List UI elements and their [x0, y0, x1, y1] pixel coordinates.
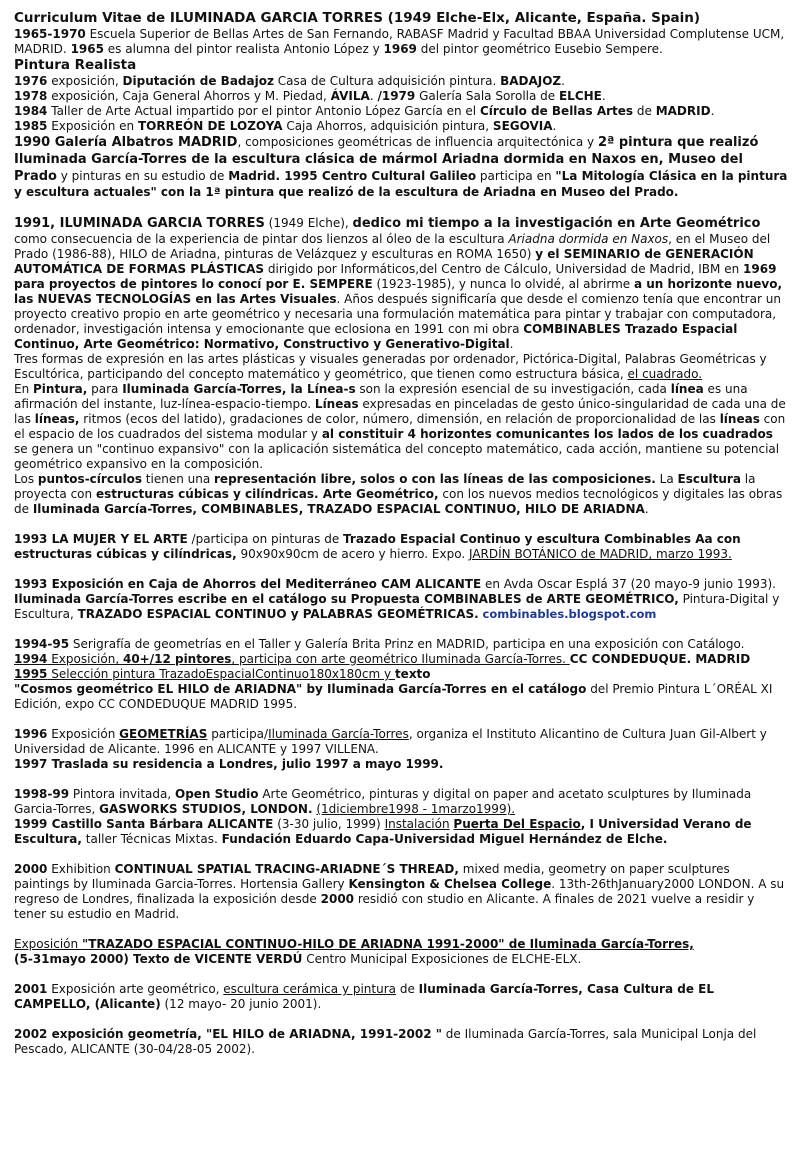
text: del pintor geométrico Eusebio Sempere. — [416, 42, 663, 56]
entry-1996 — [14, 727, 788, 757]
text: Exposición — [14, 937, 79, 951]
bold-text: a un horizonte nuevo, las NUEVAS TECNOLOGÍAS en las Artes Visuales — [14, 277, 783, 306]
year: 1965-1970 — [14, 27, 86, 41]
underlined-text: JARDÍN BOTÁNICO de MADRID, marzo 1993. — [469, 547, 732, 561]
text: La — [655, 472, 678, 486]
blog-link[interactable]: combinables.blogspot.com — [482, 607, 657, 621]
bold-text: COMBINABLES Trazado Espacial Continuo, Arte Geométrico: Normativo, Constructivo y Generativo-Digital — [14, 322, 738, 351]
text: , organiza el Instituto Alicantino de Cultura Juan Gil-Albert y Universidad de Alicante. 1996 en ALICANTE y 1997 VILLENA. — [14, 727, 767, 756]
text: en Avda Oscar Esplá 37 (20 mayo-9 junio 1993). — [481, 577, 776, 591]
bold-text: dedico mi tiempo a la investigación en — [352, 216, 640, 231]
text: (3-30 julio, 1999) — [273, 817, 385, 831]
bold-text: Iluminada García-Torres, COMBINABLES, TRAZADO ESPACIAL CONTINUO, HILO DE ARIADNA — [32, 502, 645, 516]
entry-1994-95 — [14, 637, 788, 652]
entry-2001 — [14, 982, 788, 1012]
section-heading-realista — [14, 57, 788, 74]
bold-text: al constituir 4 horizontes comunicantes los lados de los cuadrados — [321, 427, 773, 441]
bold-text: 1997 Traslada su residencia a Londres, julio 1997 a mayo 1999. — [14, 757, 444, 771]
year: 1984 — [14, 104, 48, 118]
text: (1923-1985), y nunca lo olvidé, al abrirme — [372, 277, 634, 291]
entry-1997 — [14, 757, 788, 772]
text: de Iluminada García-Torres, sala Municipal Lonja del Pescado, ALICANTE (30-04/28-05 2002). — [14, 1027, 757, 1056]
bold-text: texto — [394, 667, 431, 681]
text: . — [710, 104, 715, 118]
text: En — [14, 382, 34, 396]
bold-text: líneas, — [34, 412, 80, 426]
bold-text: GEOMETRÍAS — [119, 727, 208, 741]
underlined-text: escultura cerámica y pintura — [223, 982, 397, 996]
text: Taller de Arte Actual impartido por el pintor Antonio López García en el — [47, 104, 480, 118]
text: Centro Municipal Exposiciones de ELCHE-ELX. — [302, 952, 582, 966]
cv-title-rest: de ILUMINADA GARCIA TORRES (1949 Elche-Elx, Alicante, España. Spain) — [141, 10, 701, 26]
underlined-text — [453, 817, 580, 831]
text: taller Técnicas Mixtas. — [81, 832, 222, 846]
text: es una afirmación del instante, luz-línea-espacio-tiempo. — [14, 382, 748, 411]
year: 1978 — [14, 89, 48, 103]
text: participa/ — [207, 727, 269, 741]
text: dirigido por Informáticos,del Centro de Cálculo, Universidad de Madrid, IBM en — [264, 262, 744, 276]
entry-1995-loreal — [14, 682, 788, 712]
text: . — [509, 337, 514, 351]
bold-text: Escultura — [677, 472, 741, 486]
entry-1990 — [14, 134, 788, 200]
text: Los — [14, 472, 38, 486]
bold-text: , I Universidad Verano de Escultura, — [14, 817, 752, 846]
text: Serigrafía de geometrías en el Taller y Galería Brita Prinz en MADRID, participa en una exposición con Catálogo. — [69, 637, 745, 651]
text: es alumna del pintor realista Antonio López y — [103, 42, 384, 56]
text: . — [601, 89, 606, 103]
bold-text: Iluminada García-Torres, Casa Cultura de EL CAMPELLO, (Alicante) — [14, 982, 715, 1011]
text: tienen una — [141, 472, 215, 486]
bold-text: 1990 Galería Albatros MADRID — [14, 135, 238, 150]
text: la proyecta con — [14, 472, 756, 501]
entry-studies — [14, 27, 788, 57]
year: 1969 — [383, 42, 417, 56]
text: ritmos (ecos del latido), gradaciones de color, número, dimensión, en relación de proporcionalidad de las — [79, 412, 720, 426]
bold-text: y el SEMINARIO de GENERACIÓN AUTOMÁTICA DE FORMAS PLÁSTICAS — [14, 247, 754, 276]
section-label: Pintura Realista — [14, 57, 137, 73]
bold-text: Kensington & Chelsea College — [348, 877, 552, 891]
bold-text: 1994-95 — [14, 637, 70, 651]
text: 90x90x90cm de acero y hierro. Expo. — [236, 547, 469, 561]
bold-text: Open Studio — [175, 787, 259, 801]
text: de — [396, 982, 419, 996]
text: Galería Sala Sorolla de — [415, 89, 559, 103]
cv-title-label: Curriculum Vitae — [14, 10, 142, 26]
year: 1985 — [14, 119, 48, 133]
entry-2000 — [14, 862, 788, 922]
text: , composiciones geométricas de influencia arquitectónica y — [237, 135, 598, 149]
text: Caja Ahorros, adquisición pintura, — [282, 119, 493, 133]
bold-text: GASWORKS STUDIOS, LONDON. — [99, 802, 313, 816]
bold-text: 2ª pintura que realizó Iluminada García-Torres de la escultura clásica de mármol Ariadna dormida en Naxos en, Museo del Prado — [14, 135, 759, 184]
underlined-text — [119, 727, 207, 741]
entry-1993-mujer — [14, 532, 788, 562]
text: Exposición arte geométrico, — [47, 982, 224, 996]
paragraph-tres-formas — [14, 352, 788, 382]
text: y pinturas en su estudio de — [56, 169, 229, 183]
year: 1976 — [14, 74, 48, 88]
bold-text: 1998-99 — [14, 787, 70, 801]
underlined-line — [14, 667, 395, 681]
bold-text: Iluminada García-Torres escribe en el catálogo su Propuesta COMBINABLES de ARTE GEOMÉTRICO, — [14, 592, 679, 606]
bold-text: Madrid. 1995 Centro Cultural Galileo — [228, 169, 477, 183]
bold-text: Diputación de Badajoz — [122, 74, 274, 88]
bold-text: 2001 — [14, 982, 48, 996]
bold-text: CC CONDEDUQUE. MADRID — [569, 652, 751, 666]
text: , en el Museo del Prado (1986-88), HILO de Ariadna, pinturas de Velázquez y esculturas en ROMA 1650) — [14, 232, 771, 261]
bold-text: 2000 — [320, 892, 355, 906]
bold-text: Líneas — [314, 397, 359, 411]
text: . 13th-26thJanuary2000 LONDON. A su regreso de Londres, finalizada la exposición desde — [14, 877, 785, 906]
text: exposición, Caja General Ahorros y M. Piedad, — [47, 89, 331, 103]
bold-text: 2002 exposición geometría, "EL HILO de ARIADNA, 1991-2002 " — [14, 1027, 442, 1041]
bold-text: Círculo de Bellas Artes — [479, 104, 634, 118]
entry-2000-verdu — [14, 952, 788, 967]
underlined-text: Iluminada García-Torres — [268, 727, 409, 741]
bold-text: MADRID — [655, 104, 711, 118]
underlined-text: (1diciembre1998 - 1marzo1999). — [316, 802, 516, 816]
text: Tres formas de expresión en las artes plásticas y visuales generadas por ordenador, Pictórica-Digital, Palabras Geométricas y Escultórica, participando del concepto matemático y geométrico, que tienen como estructura básica, — [14, 352, 767, 381]
text: participa en — [476, 169, 556, 183]
bold-text: ÁVILA — [330, 89, 370, 103]
bold-text: 1996 — [14, 727, 48, 741]
bold-text: 1994 — [14, 652, 48, 666]
bold-text: estructuras cúbicas y cilíndricas. Arte Geométrico, — [95, 487, 439, 501]
text: Casa de Cultura adquisición pintura. — [273, 74, 501, 88]
italic-text: Ariadna dormida en Naxos — [508, 232, 669, 246]
text: residió con studio en Alicante. A finales de 2021 vuelve a residir y tener su estudio en Madrid. — [14, 892, 755, 921]
underlined-line — [14, 652, 570, 666]
text: . — [369, 89, 378, 103]
bold-text: 1993 Exposición en Caja de Ahorros del Mediterráneo CAM ALICANTE — [14, 577, 482, 591]
text: se genera un "continuo expansivo" con la aplicación sistemática del concepto matemático, cada acción, mantiene su potencial geométrico expansivo en la composición. — [14, 442, 780, 471]
bold-text: 1991, ILUMINADA GARCIA TORRES — [14, 216, 265, 231]
text: , participa con arte geométrico Iluminada García-Torres. — [231, 652, 570, 666]
paragraph-en-pintura — [14, 382, 788, 472]
bold-text: Puerta Del Espacio — [453, 817, 581, 831]
text: mixed media, geometry on paper sculptures paintings by Iluminada Garcia-Torres. Hortensia Gallery — [14, 862, 730, 891]
text: para — [87, 382, 123, 396]
bold-text: representación libre, solos o con las líneas de las composiciones. — [214, 472, 656, 486]
text: con los nuevos medios tecnológicos y digitales las obras de — [14, 487, 783, 516]
bold-text: 1999 Castillo Santa Bárbara ALICANTE — [14, 817, 274, 831]
text: Escuela Superior de Bellas Artes de San Fernando, RABASF Madrid y Facultad BBAA Universidad Complutense UCM, MADRID. — [14, 27, 785, 56]
text: . — [644, 502, 649, 516]
text: Exposición, — [47, 652, 123, 666]
bold-text: (5-31mayo 2000) Texto de VICENTE VERDÚ — [14, 952, 303, 966]
bold-text: "TRAZADO ESPACIAL CONTINUO-HILO DE ARIADNA 1991-2000" de Iluminada García-Torres, — [81, 937, 694, 951]
text: . Años después significaría que desde el comienzo tenía que encontrar un proyecto creativo propio en arte geométrico y necesaria una formulación matemática para pintar y trabajar con computadora, ordenador, investigación intensa y emocionante que eclosiona en 1991 con mi obra — [14, 292, 781, 336]
text: . — [561, 74, 565, 88]
text: (12 mayo- 20 junio 2001). — [160, 997, 322, 1011]
bold-text: "Cosmos geométrico EL HILO de ARIADNA" by Iluminada García-Torres en el catálogo — [14, 682, 587, 696]
entry-2002 — [14, 1027, 788, 1057]
text: exposición, — [47, 74, 123, 88]
bold-text: TORREÓN DE LOZOYA — [137, 119, 283, 133]
text: de — [633, 104, 656, 118]
bold-text: puntos-círculos — [37, 472, 142, 486]
bold-text: Arte Geométrico — [639, 216, 761, 231]
entry-1991 — [14, 215, 788, 352]
text: del Premio Pintura L´ORÉAL XI Edición, expo CC CONDEDUQUE MADRID 1995. — [14, 682, 773, 711]
text: (1949 Elche), — [264, 216, 353, 230]
text: con el espacio de los cuadrados del sistema modular y — [14, 412, 786, 441]
bold-text: Pintura, — [33, 382, 88, 396]
text: Pintura-Digital y Escultura, — [14, 592, 780, 621]
text: Pintora invitada, — [69, 787, 175, 801]
text: Exposición en — [47, 119, 138, 133]
text: . — [552, 119, 557, 133]
bold-text: 2000 — [14, 862, 48, 876]
bold-text: 1969 para proyectos de pintores lo conocí por E. SEMPERE — [14, 262, 777, 291]
entry-1994 — [14, 652, 788, 667]
entry-2000-elche — [14, 937, 788, 952]
entry-1993-cam — [14, 577, 788, 622]
entry-1998-99 — [14, 787, 788, 817]
text: como consecuencia de la experiencia de pintar dos lienzos al óleo de la escultura — [14, 232, 509, 246]
text: Arte Geométrico, pinturas y digital on paper and acetato sculptures by Iluminada Garcia-Torres, — [14, 787, 752, 816]
text: son la expresión esencial de su investigación, cada — [355, 382, 671, 396]
bold-text: ELCHE — [558, 89, 602, 103]
text: Exhibition — [47, 862, 115, 876]
bold-text: 1993 LA MUJER Y EL ARTE — [14, 532, 188, 546]
year: 1965 — [70, 42, 104, 56]
entry-1976 — [14, 74, 788, 89]
entry-1995 — [14, 667, 788, 682]
text: /participa on pinturas de — [187, 532, 344, 546]
entry-1984 — [14, 104, 788, 119]
bold-text: línea — [670, 382, 704, 396]
underlined-text: el cuadrado. — [627, 367, 703, 381]
text: Selección pintura TrazadoEspacialContinuo180x180cm y — [47, 667, 395, 681]
bold-text: SEGOVIA — [492, 119, 553, 133]
bold-text: Trazado Espacial Continuo y escultura Combinables Aa con estructuras cúbicas y cilíndricas, — [14, 532, 741, 561]
bold-text: /1979 — [377, 89, 416, 103]
bold-text: Iluminada García-Torres, la Línea-s — [122, 382, 356, 396]
bold-text: "La Mitología Clásica en la pintura y escultura actuales" con la 1ª pintura que realizó de la escultura de Ariadna en Museo del Prado. — [14, 169, 788, 199]
entry-1999 — [14, 817, 788, 847]
bold-text: Fundación Eduardo Capa-Universidad Miguel Hernández de Elche. — [221, 832, 668, 846]
entry-1985 — [14, 119, 788, 134]
bold-text: CONTINUAL SPATIAL TRACING-ARIADNE´S THREAD, — [114, 862, 459, 876]
paragraph-puntos — [14, 472, 788, 517]
bold-text: 1995 — [14, 667, 48, 681]
bold-text: líneas — [719, 412, 760, 426]
bold-text: BADAJOZ — [500, 74, 562, 88]
underlined-line — [14, 937, 694, 951]
underlined-text: Instalación — [384, 817, 450, 831]
text: Exposición — [47, 727, 120, 741]
bold-text: TRAZADO ESPACIAL CONTINUO y PALABRAS GEOMÉTRICAS. — [77, 607, 479, 621]
text: expresadas en pinceladas de gesto único-singularidad de cada una de las — [14, 397, 786, 426]
entry-1978 — [14, 89, 788, 104]
bold-text: 40+/12 pintores — [122, 652, 232, 666]
cv-title — [14, 10, 788, 27]
